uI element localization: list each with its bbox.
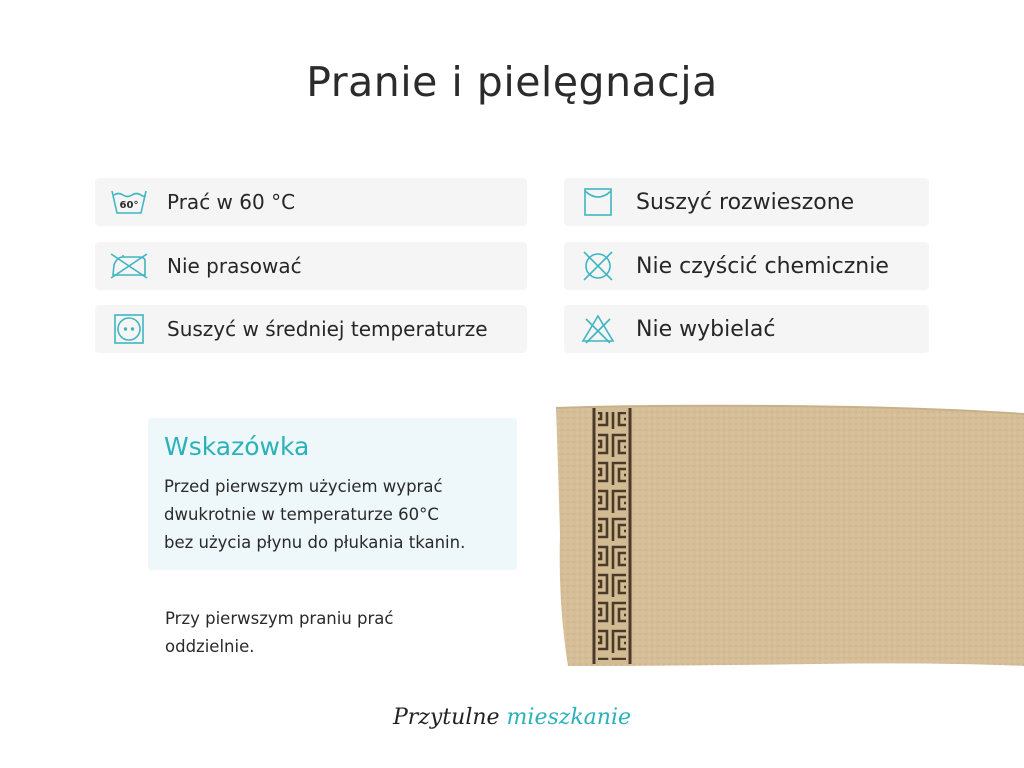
care-label-no-dry-clean: Nie czyścić chemicznie [636, 253, 889, 279]
page-title: Pranie i pielęgnacja [306, 58, 718, 106]
tip-line: dwukrotnie w temperaturze 60°C [164, 505, 439, 524]
care-item-no-iron [95, 242, 527, 290]
separate-wash-note [165, 605, 485, 661]
care-item-no-bleach [564, 305, 929, 353]
towel-image [554, 404, 1024, 668]
care-item-tumble-dry-medium [95, 305, 527, 353]
tip-title: Wskazówka [164, 432, 310, 461]
wash-60-icon [109, 185, 149, 219]
note-line: oddzielnie. [165, 637, 255, 656]
care-label-line-dry: Suszyć rozwieszone [636, 189, 855, 215]
care-label-wash-60: Prać w 60 °C [167, 190, 296, 214]
line-dry-icon [578, 185, 618, 219]
care-item-no-dry-clean [564, 242, 929, 290]
no-iron-icon [109, 249, 149, 283]
care-item-line-dry [564, 178, 929, 226]
tumble-dry-medium-icon [109, 312, 149, 346]
brand-logo-part1: Przytulne [392, 705, 500, 730]
tip-line: bez użycia płynu do płukania tkanin. [164, 533, 466, 552]
no-dry-clean-icon [578, 249, 618, 283]
care-label-no-bleach: Nie wybielać [636, 316, 776, 342]
care-item-wash-60 [95, 178, 527, 226]
no-bleach-icon [578, 312, 618, 346]
tip-line: Przed pierwszym użyciem wyprać [164, 477, 443, 496]
note-line: Przy pierwszym praniu prać [165, 609, 394, 628]
brand-logo [0, 705, 1024, 730]
care-label-tumble-dry-medium: Suszyć w średniej temperaturze [167, 317, 488, 341]
tip-box [148, 418, 517, 570]
svg-text:60°: 60° [119, 200, 139, 211]
brand-logo-part2: mieszkanie [506, 705, 632, 730]
tip-body [164, 473, 501, 557]
care-label-no-iron: Nie prasować [167, 254, 302, 278]
